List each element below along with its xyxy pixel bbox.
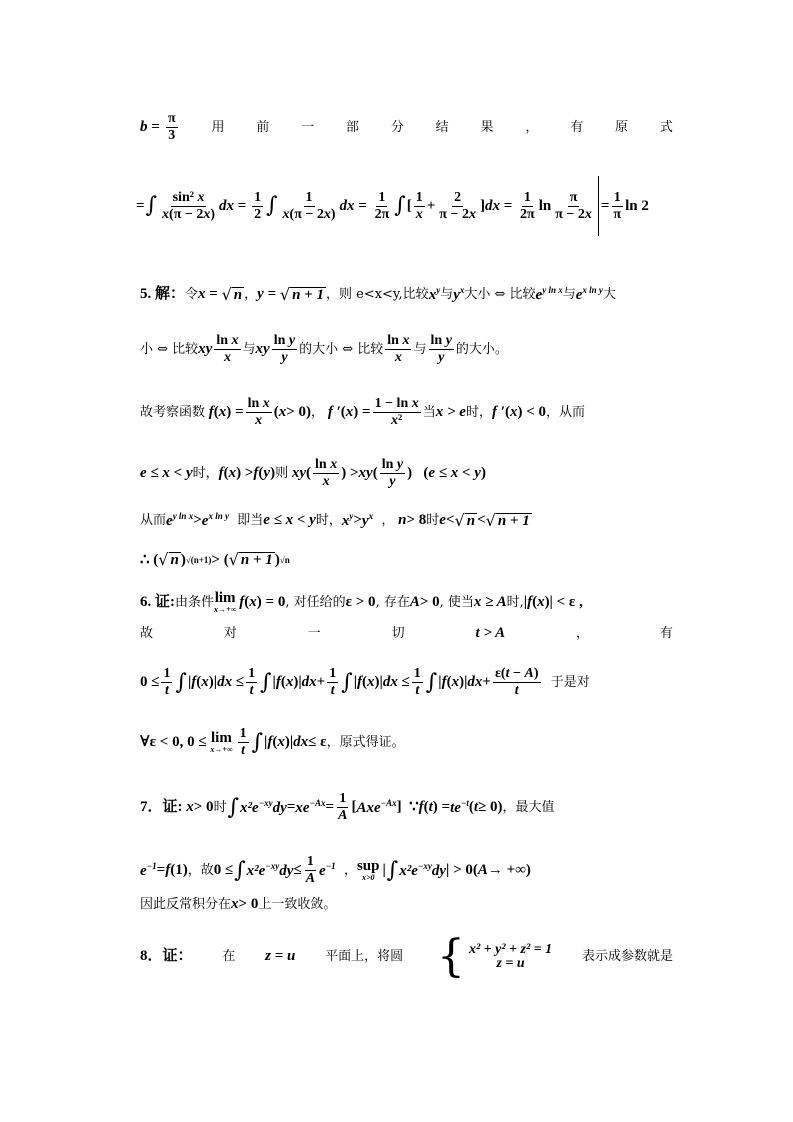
circle-system: { x² + y² + z² = 1 z = u: [436, 931, 553, 982]
item-6-conclusion: ∀ε < 0, 0 ≤ lim x→+∞ $\frac{1}{t}$ ∫ | f ( x )| dx ≤ ε ，原式得证。: [140, 726, 405, 758]
item-5-line-2: 小 ⇔ 比较 xy $\frac{\text{ln x}}{x}$ 与 xy $\frac{\text{ln y}}{y}$ 的大小 ⇔ 比较 $\frac{\text{ln x}}{x}$ 与 $\frac{\text{ln y}}{y}$ 的大小。: [140, 333, 508, 365]
b-equals-pi-over-3: b = $\frac{\pi}{3}$: [140, 111, 176, 143]
item-5-line-5: 从而 $e^{y ln x}$ > $e^{x ln y}$ 即当 e ≤ x < y 时， $x^y$ > $y^x$ ， n > 8 时 e < √ n < √ n + 1: [140, 510, 530, 530]
item-7-conclusion: 因此反常积分在 x > 0 上一致收敛。: [140, 896, 337, 912]
item-6-line-1: 6. 证: 由条件 lim x→+∞ f ( x ) = 0 , 对任给的 ε > 0 , 存在 A > 0 , 使当 x ≥ A 时, | f ( x )| < ε ,: [140, 590, 583, 614]
word: 有: [570, 120, 584, 135]
word: 一: [301, 120, 315, 135]
item-6-line-2: 故 对 一 切 t > A ， 有: [140, 625, 673, 641]
word: 前: [256, 120, 270, 135]
line-1: [140, 112, 673, 143]
item-7-line-2: $e^{-1}$ = f (1) ，故 0 ≤ ∫ $x^2e^{-xy}dy$ ≤ $\frac{1}{A}$ $e^{-1}$ ， sup x>0 | ∫ $x^2e^{-xy}dy$ | > 0( A → +∞): [140, 854, 531, 886]
word: 部: [345, 120, 359, 135]
item-5-line-1: 5. 解： 令 x = √ n ， y = √ n + 1 ，则 e<x<y,比较 $x^y$ 与 $y^x$ 大小 ⇔ 比较 $e^{y ln x}$ 与 $e^{x ln y}$ 大: [140, 284, 616, 304]
word: 分: [390, 120, 404, 135]
integral-chain: = ∫ $\frac{\text{sin² x}}{x(\pi - 2x)}$ dx = $\frac{1}{2}$ ∫ $\frac{1}{x(\pi - 2x)}$ dx = $\frac{1}{2\pi}$ ∫ [ $\frac{1}{x}$ + $\frac{2}{\pi - 2x}$ ] dx = $\frac{1}{2\pi}$ ln $\frac{\pi}{\pi - 2x}$ = $\frac{1}{\pi}$ ln 2: [136, 176, 696, 236]
item-6-inequality: 0 ≤ $\frac{1}{t}$ ∫ | f ( x )| dx ≤ $\frac{1}{t}$ ∫ | f ( x )| dx + $\frac{1}{t}$ ∫ | f ( x )| dx ≤ $\frac{1}{t}$ ∫ | f ( x )| dx + $\frac{\varepsilon(t - A)}{t}$ 于是对: [140, 666, 590, 698]
word: ，: [525, 120, 539, 135]
word: 结: [435, 120, 449, 135]
item-5-line-4: e ≤ x < y 时， f ( x ) > f ( y ) 则 xy ( $\frac{\text{ln x}}{x}$ ) > xy ( $\frac{\text{ln y}}{y}$ ) ( e ≤ x < y ): [140, 457, 486, 489]
word: 用: [211, 120, 225, 135]
item-7-line-1: 7．证: x > 0 时 ∫ $x^2e^{-xy}dy$ = $xe^{-Ax}$ = $\frac{1}{A}$ [ Axe$^{-Ax}$ ] ∵ f ( t ) = $te^{-t}$ ( t ≥ 0) ，最大值: [140, 791, 555, 823]
item-5-line-3: 故考察函数 f ( x ) = $\frac{\text{ln x}}{x}$ ( x > 0) ， f ′ ( x ) = $\frac{\text{1 − ln x}}{\text{x²}}$ 当 x > e 时， f ′ ( x ) < 0 ，从而: [140, 396, 586, 428]
item-5-conclusion: ∴ ( √ n ) √(n+1) > ( √ n + 1 ) √n: [140, 550, 290, 569]
word: 果: [480, 120, 494, 135]
word: 式: [659, 120, 673, 135]
word: 原: [615, 120, 629, 135]
item-8-line-1: 8．证： 在 z = u 平面上，将圆 { x² + y² + z² = 1 z = u 表示成参数就是: [140, 931, 673, 982]
